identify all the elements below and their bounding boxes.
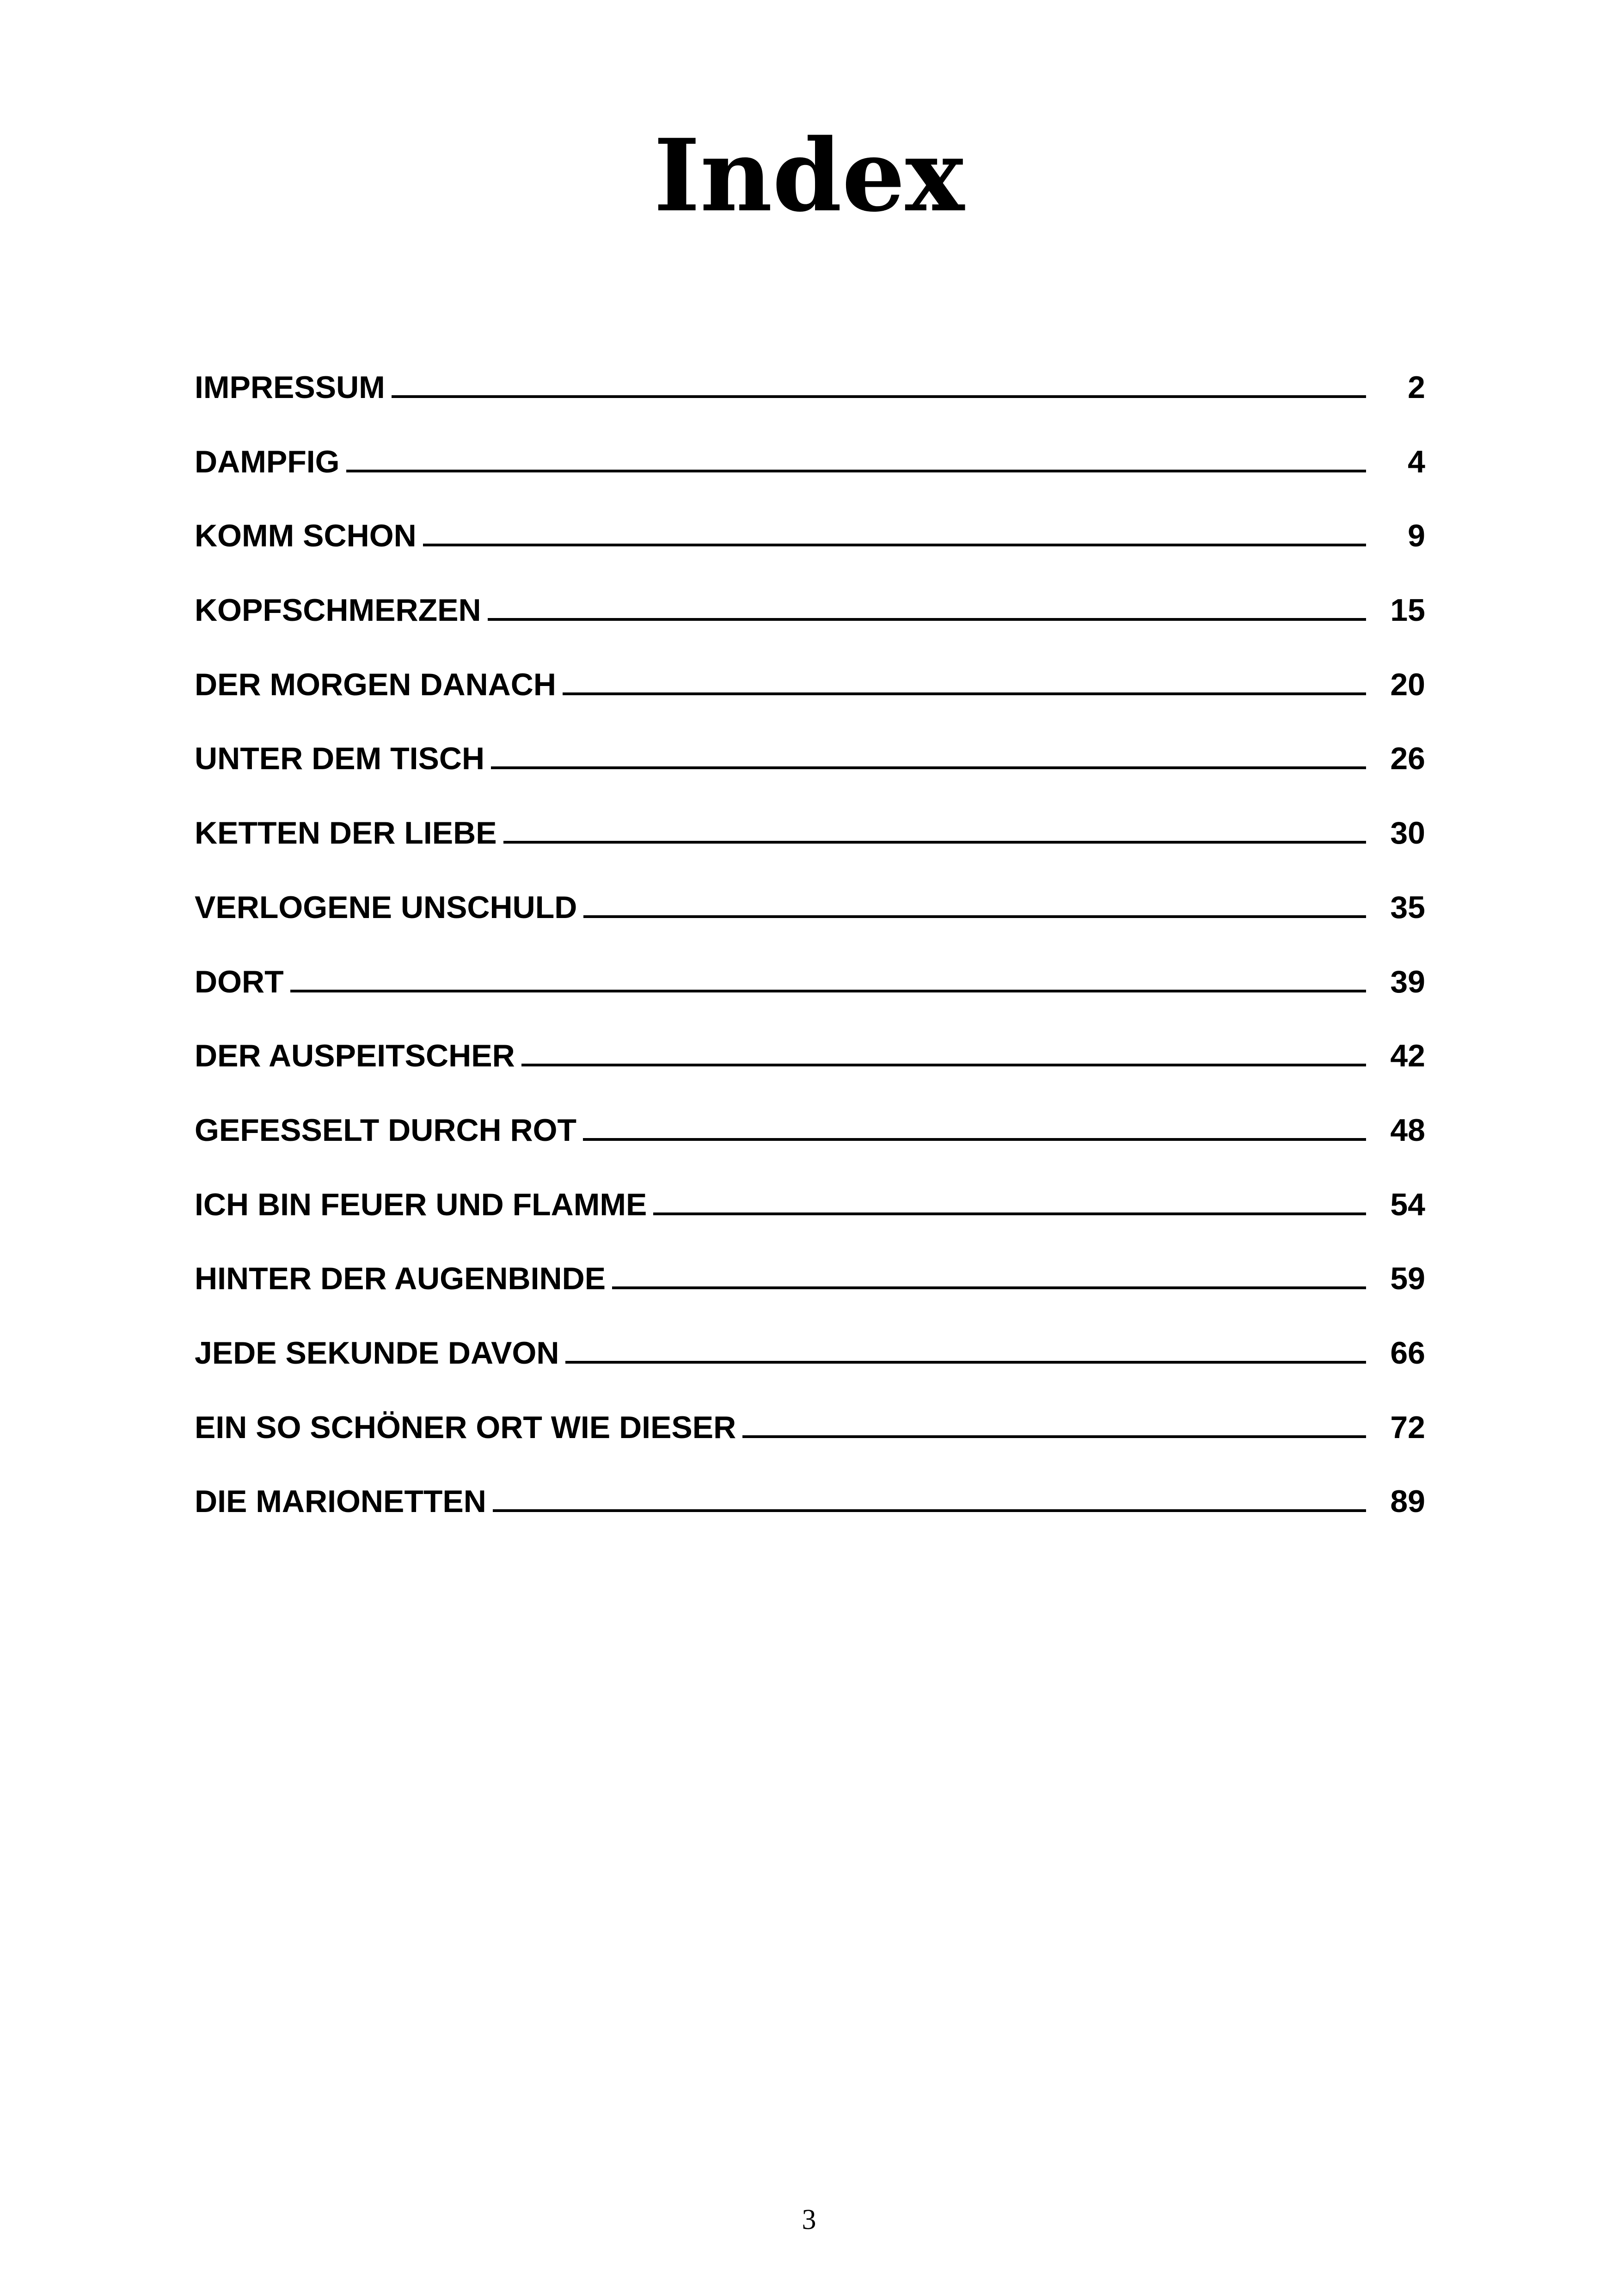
toc-entry-title: VERLOGENE UNSCHULD [195,889,577,925]
toc-leader-line [491,764,1366,769]
toc-entry[interactable] [195,880,1425,954]
toc-entry[interactable] [195,731,1425,805]
toc-entry[interactable] [195,1251,1425,1325]
toc-entry[interactable] [195,1474,1425,1548]
toc-entry[interactable] [195,360,1425,434]
toc-entry-title: DAMPFIG [195,444,340,479]
toc-entry-title: DIE MARIONETTEN [195,1484,486,1519]
table-of-contents [195,360,1425,1548]
toc-entry-page: 15 [1390,593,1425,628]
toc-entry[interactable] [195,1400,1425,1474]
toc-entry[interactable] [195,805,1425,880]
toc-entry[interactable] [195,657,1425,731]
toc-entry-page: 26 [1390,741,1425,777]
toc-entry-title: DER AUSPEITSCHER [195,1038,515,1074]
toc-entry-title: DORT [195,964,284,999]
toc-leader-line [742,1433,1366,1438]
toc-entry-title: HINTER DER AUGENBINDE [195,1261,606,1297]
toc-entry-page: 35 [1390,889,1425,925]
toc-leader-line [488,615,1366,621]
toc-entry-page: 4 [1408,444,1425,479]
toc-leader-line [583,912,1366,918]
toc-entry-title: DER MORGEN DANACH [195,667,556,702]
toc-entry-page: 59 [1390,1261,1425,1297]
toc-leader-line [653,1210,1366,1215]
toc-entry-page: 48 [1390,1112,1425,1148]
toc-entry-page: 42 [1390,1038,1425,1074]
toc-entry-page: 89 [1390,1484,1425,1519]
toc-entry[interactable] [195,1177,1425,1251]
toc-entry-page: 30 [1390,815,1425,851]
toc-entry-page: 2 [1408,370,1425,405]
toc-entry[interactable] [195,1325,1425,1400]
toc-leader-line [290,987,1366,992]
toc-entry-page: 20 [1390,667,1425,702]
toc-entry-page: 9 [1408,518,1425,554]
toc-entry-title: IMPRESSUM [195,370,385,405]
toc-leader-line [563,690,1366,695]
toc-entry-page: 39 [1390,964,1425,999]
toc-leader-line [423,541,1366,546]
toc-entry-title: KETTEN DER LIEBE [195,815,497,851]
toc-entry-title: UNTER DEM TISCH [195,741,485,777]
toc-entry-page: 72 [1390,1409,1425,1445]
toc-entry-page: 54 [1390,1187,1425,1222]
toc-leader-line [392,392,1366,398]
toc-entry[interactable] [195,1102,1425,1177]
toc-leader-line [565,1358,1366,1364]
toc-entry-title: JEDE SEKUNDE DAVON [195,1335,559,1371]
page-number: 3 [802,2204,816,2235]
toc-leader-line [612,1284,1366,1289]
toc-leader-line [521,1061,1366,1066]
toc-entry-page: 66 [1390,1335,1425,1371]
toc-leader-line [583,1135,1366,1141]
toc-leader-line [503,838,1366,844]
toc-entry[interactable] [195,508,1425,582]
toc-entry-title: EIN SO SCHÖNER ORT WIE DIESER [195,1409,736,1445]
toc-entry-title: ICH BIN FEUER UND FLAMME [195,1187,647,1222]
page-title: Index [653,117,965,234]
toc-entry-title: GEFESSELT DURCH ROT [195,1112,577,1148]
toc-entry[interactable] [195,1028,1425,1102]
toc-leader-line [493,1506,1366,1512]
toc-entry[interactable] [195,582,1425,657]
toc-entry-title: KOPFSCHMERZEN [195,593,481,628]
toc-entry-title: KOMM SCHON [195,518,417,554]
toc-entry[interactable] [195,434,1425,508]
toc-entry[interactable] [195,954,1425,1029]
toc-leader-line [346,467,1366,472]
